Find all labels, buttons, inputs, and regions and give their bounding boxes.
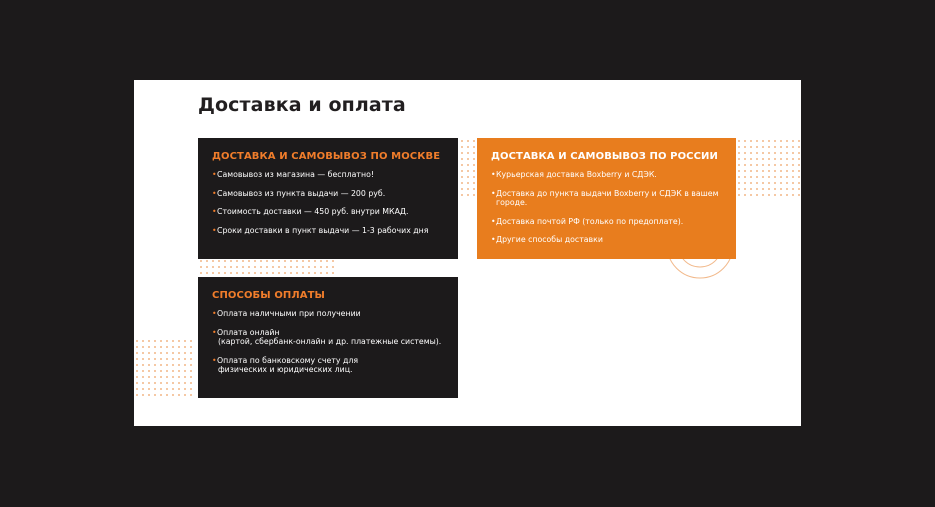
moscow-delivery-card — [198, 138, 458, 259]
russia-delivery-card — [477, 138, 736, 259]
list-item: • Самовывоз из магазина — бесплатно! — [212, 170, 444, 180]
list-item: • Доставка почтой РФ (только по предоплате). — [491, 217, 722, 227]
list-item-line: Оплата по банковскому счету для — [217, 355, 359, 365]
list-item-subline: физических и юридических лиц. — [218, 365, 353, 374]
russia-delivery-title: ДОСТАВКА И САМОВЫВОЗ ПО РОССИИ — [491, 151, 718, 162]
list-item-line: Оплата онлайн — [217, 327, 280, 337]
payment-methods-card — [198, 277, 458, 398]
dot-pattern-middle-left — [198, 258, 338, 276]
list-item: • Стоимость доставки — 450 руб. внутри МКАД. — [212, 207, 444, 217]
delivery-payment-panel — [134, 80, 801, 426]
list-item: • Сроки доставки в пункт выдачи — 1-3 рабочих дня — [212, 226, 444, 236]
list-item: • Доставка до пункта выдачи Boxberry и СДЭК в вашем городе. — [491, 189, 722, 208]
moscow-delivery-list — [212, 170, 444, 235]
list-item — [212, 328, 444, 347]
dot-pattern-top-right — [736, 138, 801, 200]
payment-methods-title: СПОСОБЫ ОПЛАТЫ — [212, 290, 326, 301]
payment-methods-list — [212, 309, 444, 375]
list-item: • Другие способы доставки — [491, 235, 722, 245]
list-item-subline: (картой, сбербанк-онлайн и др. платежные системы). — [218, 337, 442, 346]
list-item — [212, 356, 444, 375]
moscow-delivery-title: ДОСТАВКА И САМОВЫВОЗ ПО МОСКВЕ — [212, 151, 441, 162]
list-item: • Курьерская доставка Boxberry и СДЭК. — [491, 170, 722, 180]
dot-pattern-top-middle — [459, 138, 477, 200]
russia-delivery-list — [491, 170, 722, 245]
list-item-line: Оплата наличными при получении — [217, 309, 361, 318]
list-item: • Самовывоз из пункта выдачи — 200 руб. — [212, 189, 444, 199]
list-item — [212, 309, 444, 319]
page-title: Доставка и оплата — [198, 94, 406, 116]
dot-pattern-bottom-left — [134, 338, 196, 400]
